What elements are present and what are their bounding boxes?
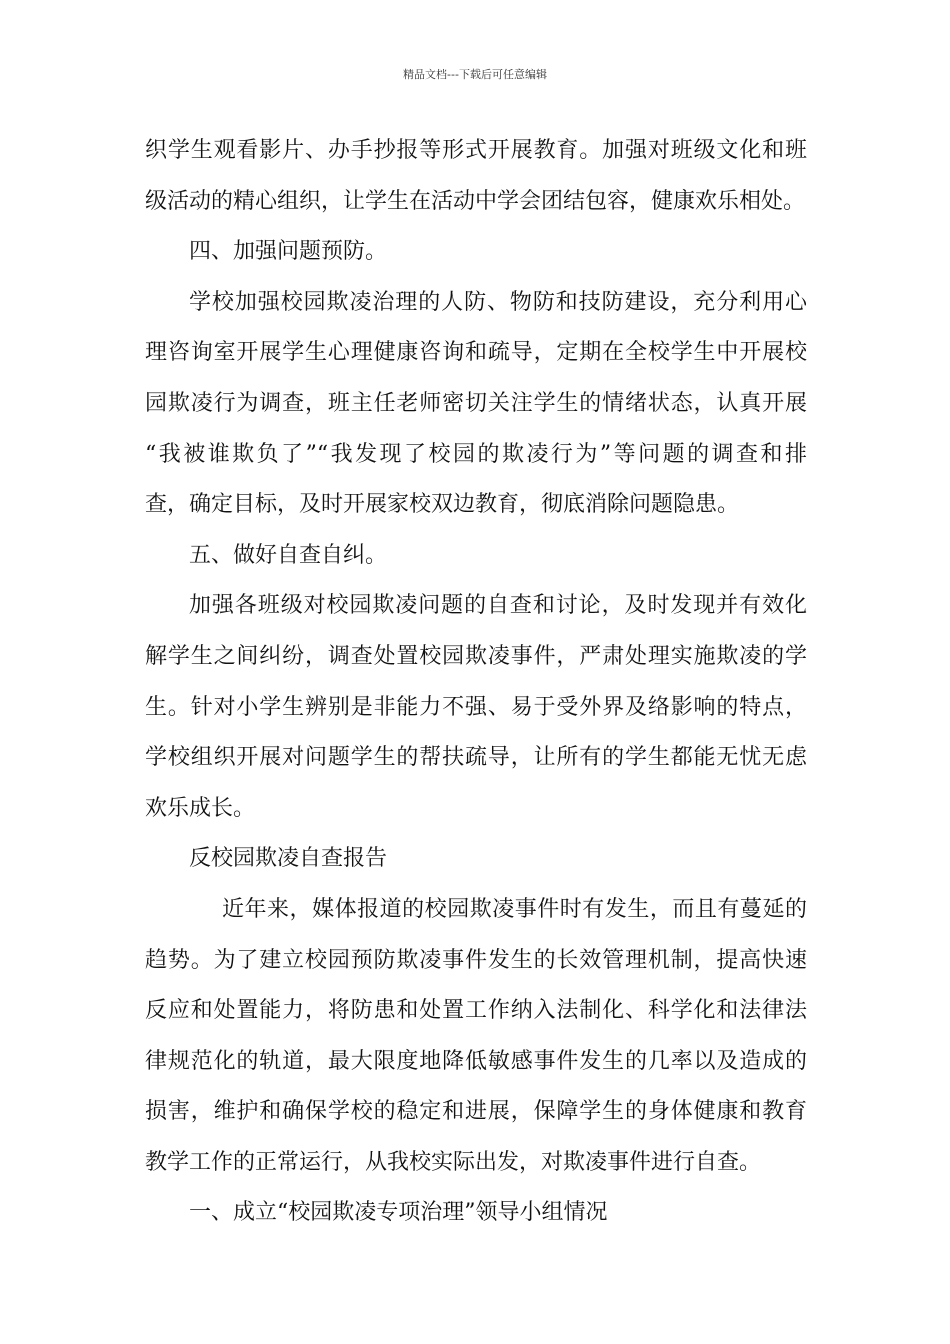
paragraph-line: 生。针对小学生辨别是非能力不强、易于受外界及络影响的特点， xyxy=(145,694,807,720)
paragraph-line: 欢乐成长。 xyxy=(145,795,256,821)
paragraph-line: 近年来，媒体报道的校园欺凌事件时有发生，而且有蔓延的 xyxy=(222,896,807,922)
report-title: 反校园欺凌自查报告 xyxy=(189,846,388,872)
paragraph-line: 加强各班级对校园欺凌问题的自查和讨论，及时发现并有效化 xyxy=(189,593,807,619)
paragraph-line: 反应和处置能力，将防患和处置工作纳入法制化、科学化和法律法 xyxy=(145,998,807,1024)
paragraph-line: 织学生观看影片、办手抄报等形式开展教育。加强对班级文化和班 xyxy=(145,138,807,163)
paragraph-line: 理咨询室开展学生心理健康咨询和疏导，定期在全校学生中开展校 xyxy=(145,340,807,366)
section-heading: 一、成立“校园欺凌专项治理”领导小组情况 xyxy=(189,1200,608,1226)
paragraph-line: 趋势。为了建立校园预防欺凌事件发生的长效管理机制，提高快速 xyxy=(145,947,807,973)
paragraph-line: 级活动的精心组织，让学生在活动中学会团结包容，健康欢乐相处。 xyxy=(145,188,806,214)
page-header: 精品文档---下载后可任意编辑 xyxy=(403,68,547,81)
paragraph-line: 损害，维护和确保学校的稳定和进展，保障学生的身体健康和教育 xyxy=(145,1099,807,1125)
paragraph-line: “我被谁欺负了”“我发现了校园的欺凌行为”等问题的调查和排 xyxy=(145,441,807,467)
section-heading: 五、做好自查自纠。 xyxy=(189,542,388,568)
paragraph-line: 学校组织开展对问题学生的帮扶疏导，让所有的学生都能无忧无虑 xyxy=(145,745,807,771)
paragraph-line: 查，确定目标，及时开展家校双边教育，彻底消除问题隐患。 xyxy=(145,492,740,518)
section-heading: 四、加强问题预防。 xyxy=(189,239,388,265)
paragraph-line: 园欺凌行为调查，班主任老师密切关注学生的情绪状态，认真开展 xyxy=(145,390,807,416)
document-body xyxy=(145,126,807,1239)
paragraph-line: 解学生之间纠纷，调查处置校园欺凌事件，严肃处理实施欺凌的学 xyxy=(145,643,807,669)
paragraph-line: 律规范化的轨道，最大限度地降低敏感事件发生的几率以及造成的 xyxy=(145,1048,807,1074)
paragraph-line: 学校加强校园欺凌治理的人防、物防和技防建设，充分利用心 xyxy=(189,289,807,315)
paragraph-line: 教学工作的正常运行，从我校实际出发，对欺凌事件进行自查。 xyxy=(145,1149,762,1175)
